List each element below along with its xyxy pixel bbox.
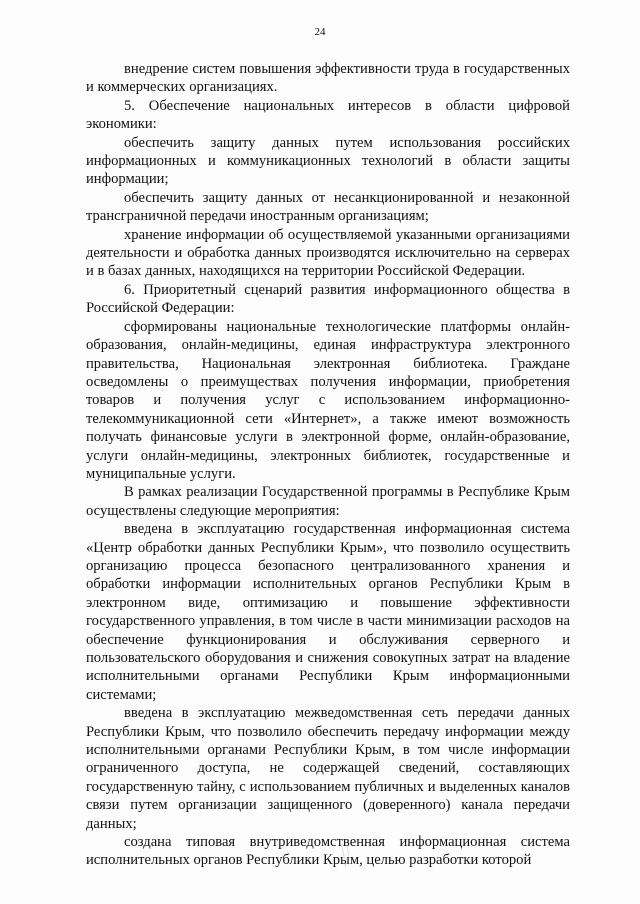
section-heading: 5. Обеспечение национальных интересов в области цифровой экономики: — [86, 97, 570, 133]
paragraph: внедрение систем повышения эффективности труда в государственных и коммерческих организациях. — [86, 61, 570, 96]
scan-artifact — [336, 842, 352, 868]
paragraph: обеспечить защиту данных от несанкционированной и незаконной трансграничной передачи иностранным организациям; — [86, 189, 570, 225]
section-heading: 6. Приоритетный сценарий развития информационного общества в Российской Федерации: — [86, 281, 570, 317]
paragraph: хранение информации об осуществляемой указанными организациями деятельности и обработка данных производятся исключительно на серверах и в базах данных, находящихся на территории Российской Федерации. — [86, 226, 570, 280]
paragraph: введена в эксплуатацию государственная информационная система «Центр обработки данных Республики Крым», что позволило осуществить организацию процесса безопасного централизованного хранения и обработки информации исполнительных органов Республики Крым в электронном виде, оптимизацию и повышение эффективности государственного управления, в том числе в части минимизации расходов на обеспечение функционирования и обслуживания серверного и пользовательского оборудования и снижения совокупных затрат на владение исполнительными органами Республики Крым информационными системами; — [86, 521, 570, 703]
paragraph: В рамках реализации Государственной программы в Республике Крым осуществлены следующие мероприятия: — [86, 484, 570, 519]
paragraph: введена в эксплуатацию межведомственная сеть передачи данных Республики Крым, что позволило обеспечить передачу информации между исполнительными органами Республики Крым, в том числе информации ограниченного доступа, не содержащей сведений, составляющих государственную тайну, с использованием публичных и выделенных каналов связи путем организации защищенного (доверенного) канала передачи данных; — [86, 705, 570, 832]
paragraph: создана типовая внутриведомственная информационная система исполнительных органов Республики Крым, целью разработки которой — [86, 834, 570, 869]
page-number: 24 — [314, 26, 326, 38]
paragraph: сформированы национальные технологические платформы онлайн-образования, онлайн-медицины, единая инфраструктура электронного правительства, Национальная электронная библиотека. Граждане осведомлены о преимуществах получения информации, приобретения товаров и получения услуг с использованием информационно-телекоммуникационной сети «Интернет», а также имеют возможность получать финансовые услуги в электронной форме, онлайн-образование, услуги онлайн-медицины, электронных библиотек, государственные и муниципальные услуги. — [86, 318, 570, 482]
paragraph: обеспечить защиту данных путем использования российских информационных и коммуникационных технологий в области защиты информации; — [86, 134, 570, 188]
document-body — [86, 60, 570, 870]
